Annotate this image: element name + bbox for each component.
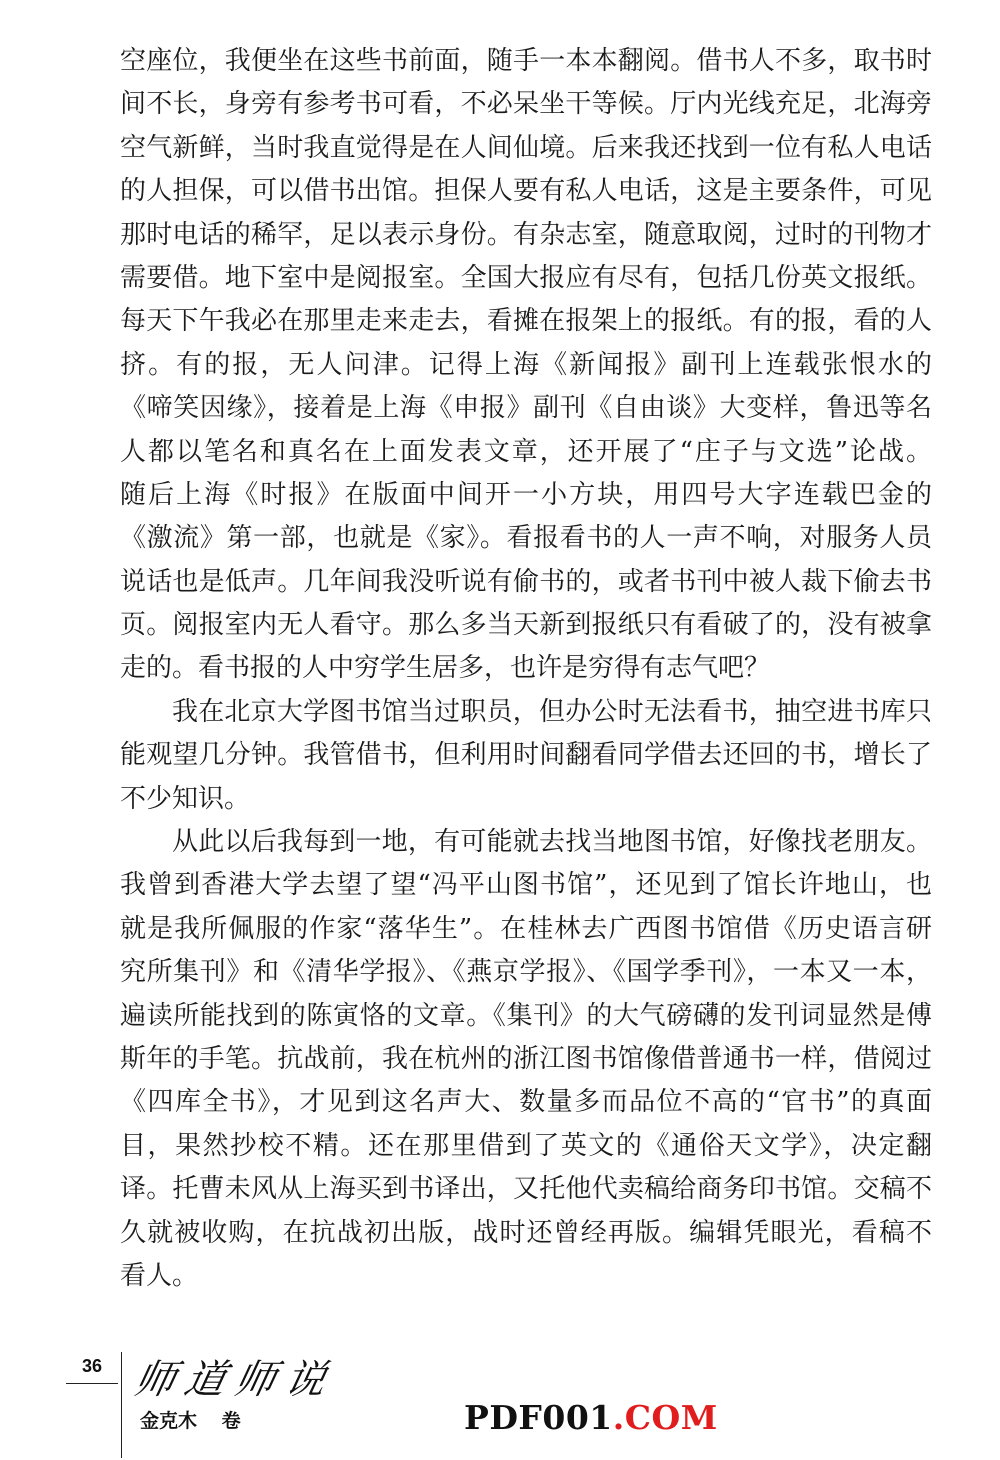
paragraph-start-line: 我在北京大学图书馆当过职员，但办公时无法看书，抽空进书库只: [172, 696, 932, 727]
text-line: 人都以笔名和真名在上面发表文章，还开展了“庄子与文选”论战。: [120, 436, 932, 467]
text-line: 《激流》第一部，也就是《家》。看报看书的人一声不响，对服务人员: [120, 523, 932, 554]
volume-name: 金克木 卷: [140, 1410, 241, 1432]
text-line: 究所集刊》和《清华学报》、《燕京学报》、《国学季刊》，一本又一本，: [120, 957, 932, 988]
watermark-name: PDF001: [464, 1398, 613, 1437]
text-line: 看人。: [120, 1260, 199, 1291]
text-line: 我曾到香港大学去望了望“冯平山图书馆”，还见到了馆长许地山，也: [120, 870, 932, 901]
paragraph-start-line: 从此以后我每到一地，有可能就去找当地图书馆，好像找老朋友。: [172, 827, 932, 858]
text-line: 需要借。地下室中是阅报室。全国大报应有尽有，包括几份英文报纸。: [120, 262, 932, 293]
text-line: 《啼笑因缘》，接着是上海《申报》副刊《自由谈》大变样，鲁迅等名: [120, 393, 932, 424]
text-line: 斯年的手笔。抗战前，我在杭州的浙江图书馆像借普通书一样，借阅过: [120, 1043, 932, 1074]
page-number: 36: [82, 1356, 103, 1376]
series-title-calligraphy: 师道师说: [130, 1357, 341, 1403]
footer-rule-horizontal: [66, 1383, 118, 1384]
text-line: 就是我所佩服的作家“落华生”。在桂林去广西图书馆借《历史语言研: [120, 913, 932, 944]
text-line: 随后上海《时报》在版面中间开一小方块，用四号大字连载巴金的: [120, 479, 932, 510]
watermark-domain: .COM: [612, 1398, 718, 1437]
watermark: [464, 1398, 718, 1437]
text-line: 《四库全书》，才见到这名声大、数量多而品位不高的“官书”的真面: [120, 1087, 932, 1118]
text-line: 遍读所能找到的陈寅恪的文章。《集刊》的大气磅礴的发刊词显然是傅: [120, 1000, 932, 1031]
text-line: 不少知识。: [120, 783, 251, 814]
text-line: 能观望几分钟。我管借书，但利用时间翻看同学借去还回的书，增长了: [120, 740, 932, 771]
footer-rule-vertical: [121, 1352, 122, 1458]
text-line: 每天下午我必在那里走来走去，看摊在报架上的报纸。有的报，看的人: [120, 306, 932, 337]
text-line: 说话也是低声。几年间我没听说有偷书的，或者书刊中被人裁下偷去书: [120, 566, 932, 597]
text-line: 目，果然抄校不精。还在那里借到了英文的《通俗天文学》，决定翻: [120, 1130, 932, 1161]
text-line: 译。托曹未风从上海买到书译出，又托他代卖稿给商务印书馆。交稿不: [120, 1174, 932, 1205]
text-line: 久就被收购，在抗战初出版，战时还曾经再版。编辑凭眼光，看稿不: [120, 1217, 932, 1248]
text-line: 那时电话的稀罕，足以表示身份。有杂志室，随意取阅，过时的刊物才: [120, 219, 932, 250]
text-line: 空气新鲜，当时我直觉得是在人间仙境。后来我还找到一位有私人电话: [120, 132, 932, 163]
text-line: 的人担保，可以借书出馆。担保人要有私人电话，这是主要条件，可见: [120, 176, 932, 207]
body-text: [120, 40, 932, 1298]
text-line: 走的。看书报的人中穷学生居多，也许是穷得有志气吧？: [120, 653, 771, 684]
text-line: 页。阅报室内无人看守。那么多当天新到报纸只有看破了的，没有被拿: [120, 610, 932, 641]
text-line: 空座位，我便坐在这些书前面，随手一本本翻阅。借书人不多，取书时: [120, 46, 932, 76]
text-line: 挤。有的报，无人问津。记得上海《新闻报》副刊上连载张恨水的: [120, 349, 932, 380]
text-line: 间不长，身旁有参考书可看，不必呆坐干等候。厅内光线充足，北海旁: [120, 89, 932, 120]
